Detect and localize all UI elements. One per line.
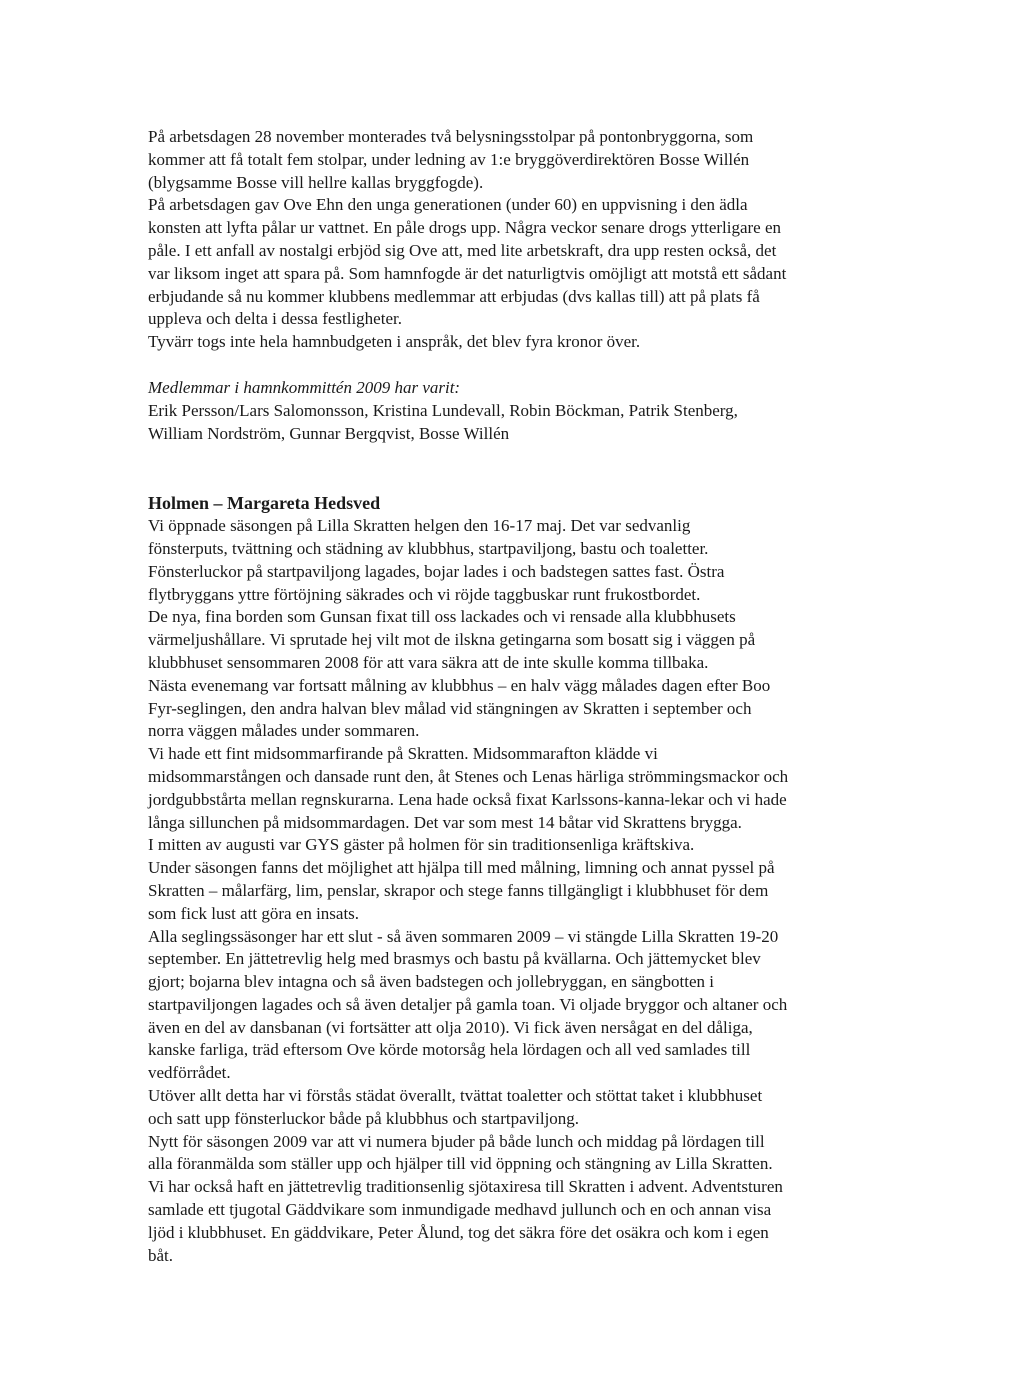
text-line: samlade ett tjugotal Gäddvikare som inmundigade medhavd jullunch och en och annan visa <box>148 1200 772 1220</box>
spacer <box>148 445 918 492</box>
text-line: som fick lust att göra en insats. <box>148 903 360 923</box>
text-line: Vi öppnade säsongen på Lilla Skratten helgen den 16-17 maj. Det var sedvanlig <box>148 516 691 536</box>
paragraph <box>148 1176 918 1267</box>
paragraph <box>148 331 918 354</box>
text-line: ljöd i klubbhuset. En gäddvikare, Peter Ålund, tog det säkra före det osäkra och kom i egen <box>148 1222 769 1242</box>
members-intro-text: Medlemmar i hamnkommittén 2009 har varit: <box>148 377 461 397</box>
paragraph <box>148 857 918 925</box>
text-line: påle. I ett anfall av nostalgi erbjöd sig Ove att, med lite arbetskraft, dra upp resten också, det <box>148 240 777 260</box>
paragraph <box>148 194 918 331</box>
text-line: klubbhuset sensommaren 2008 för att vara säkra att de inte skulle komma tillbaka. <box>148 652 709 672</box>
text-line: jordgubbstårta mellan regnskurarna. Lena hade också fixat Karlssons-kanna-lekar och vi hade <box>148 789 787 809</box>
text-line: värmeljushållare. Vi sprutade hej vilt mot de ilskna getingarna som bosatt sig i väggen på <box>148 630 756 650</box>
text-line: och satt upp fönsterluckor både på klubbhus och startpaviljong. <box>148 1108 580 1128</box>
text-line: De nya, fina borden som Gunsan fixat till oss lackades och vi rensade alla klubbhusets <box>148 607 736 627</box>
text-line: var liksom inget att spara på. Som hamnfogde är det naturligtvis omöjligt att motstå ett sådant <box>148 263 787 283</box>
text-line: alla föranmälda som ställer upp och hjälper till vid öppning och stängning av Lilla Skratten. <box>148 1154 773 1174</box>
text-line: långa sillunchen på midsommardagen. Det var som mest 14 båtar vid Skrattens brygga. <box>148 812 742 832</box>
paragraph <box>148 675 918 743</box>
text-line: Nytt för säsongen 2009 var att vi numera bjuder på både lunch och middag på lördagen till <box>148 1131 765 1151</box>
paragraph <box>148 743 918 834</box>
text-line: uppleva och delta i dessa festligheter. <box>148 309 402 329</box>
text-line: flytbryggans yttre förtöjning säkrades och vi röjde taggbuskar runt frukostbordet. <box>148 584 701 604</box>
text-line: Utöver allt detta har vi förstås städat överallt, tvättat toaletter och stöttat taket i klubbhuset <box>148 1086 763 1106</box>
text-line: Alla seglingssäsonger har ett slut - så även sommaren 2009 – vi stängde Lilla Skratten 19-20 <box>148 926 779 946</box>
text-line: Nästa evenemang var fortsatt målning av klubbhus – en halv vägg målades dagen efter Boo <box>148 675 771 695</box>
text-line: Erik Persson/Lars Salomonsson, Kristina Lundevall, Robin Böckman, Patrik Stenberg, <box>148 400 738 420</box>
paragraph <box>148 1131 918 1177</box>
text-line: fönsterputs, tvättning och städning av klubbhus, startpaviljong, bastu och toaletter. <box>148 538 709 558</box>
members-intro <box>148 377 918 400</box>
text-line: kommer att få totalt fem stolpar, under ledning av 1:e bryggöverdirektören Bosse Willén <box>148 149 750 169</box>
text-line: Under säsongen fanns det möjlighet att hjälpa till med målning, limning och annat pyssel på <box>148 858 775 878</box>
text-line: Fyr-seglingen, den andra halvan blev målad vid stängningen av Skratten i september och <box>148 698 752 718</box>
members-list <box>148 400 918 446</box>
section-heading <box>148 492 918 515</box>
paragraph <box>148 1085 918 1131</box>
text-line: båt. <box>148 1245 174 1265</box>
paragraph <box>148 515 918 606</box>
text-line: På arbetsdagen gav Ove Ehn den unga generationen (under 60) en uppvisning i den ädla <box>148 195 748 215</box>
paragraph <box>148 606 918 674</box>
paragraph <box>148 126 918 194</box>
hamn-section <box>148 126 918 445</box>
paragraph <box>148 926 918 1086</box>
text-line: september. En jättetrevlig helg med brasmys och bastu på kvällarna. Och jättemycket blev <box>148 949 761 969</box>
text-line: kanske farliga, träd eftersom Ove körde motorsåg hela lördagen och all ved samlades till <box>148 1040 751 1060</box>
text-line: startpaviljongen lagades och så även detaljer på gamla toan. Vi oljade bryggor och altaner och <box>148 994 788 1014</box>
section-heading-text: Holmen – Margareta Hedsved <box>148 493 381 514</box>
text-line: Skratten – målarfärg, lim, penslar, skrapor och stege fanns tillgängligt i klubbhuset för dem <box>148 880 769 900</box>
text-line: norra väggen målades under sommaren. <box>148 721 420 741</box>
text-line: På arbetsdagen 28 november monterades två belysningsstolpar på pontonbryggorna, som <box>148 127 754 146</box>
spacer <box>148 354 918 377</box>
text-line: erbjudande så nu kommer klubbens medlemmar att erbjudas (dvs kallas till) att på plats få <box>148 286 760 306</box>
text-line: I mitten av augusti var GYS gäster på holmen för sin traditionsenliga kräftskiva. <box>148 835 695 855</box>
text-line: vedförrådet. <box>148 1063 231 1083</box>
text-line: William Nordström, Gunnar Bergqvist, Bosse Willén <box>148 423 510 443</box>
holmen-section <box>148 492 918 1267</box>
text-line: Vi har också haft en jättetrevlig traditionsenlig sjötaxiresa till Skratten i advent. Adventsturen <box>148 1177 783 1197</box>
text-line: Fönsterluckor på startpaviljong lagades, bojar lades i och badstegen sattes fast. Östra <box>148 561 725 581</box>
paragraph <box>148 834 918 857</box>
document-page <box>148 126 918 1267</box>
text-line: konsten att lyfta pålar ur vattnet. En påle drogs upp. Några veckor senare drogs ytterligare en <box>148 218 782 238</box>
text-line: gjort; bojarna blev intagna och så även badstegen och jollebryggan, en sängbotten i <box>148 972 715 992</box>
text-line: Tyvärr togs inte hela hamnbudgeten i anspråk, det blev fyra kronor över. <box>148 332 641 352</box>
text-line: även en del av dansbanan (vi fortsätter att olja 2010). Vi fick även nersågat en del dåliga, <box>148 1017 753 1037</box>
text-line: (blygsamme Bosse vill hellre kallas bryggfogde). <box>148 172 484 192</box>
text-line: Vi hade ett fint midsommarfirande på Skratten. Midsommarafton klädde vi <box>148 744 658 764</box>
text-line: midsommarstången och dansade runt den, åt Stenes och Lenas härliga strömmingsmackor och <box>148 766 789 786</box>
